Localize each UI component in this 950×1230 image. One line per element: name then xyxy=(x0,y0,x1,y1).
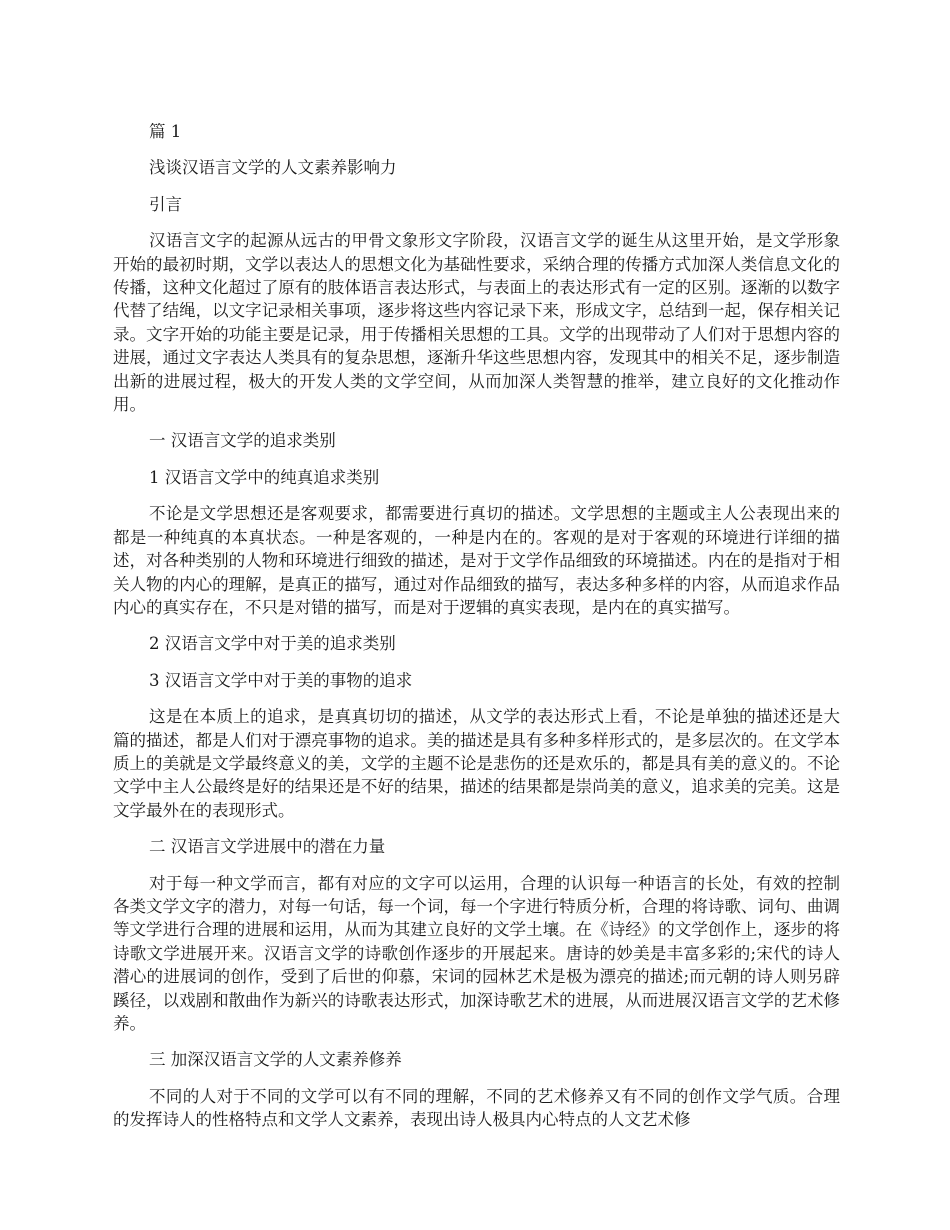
document-page xyxy=(113,120,840,1145)
section-1-paragraph-2: 这是在本质上的追求，是真真切切的描述，从文学的表达形式上看，不论是单独的描述还是大篇的描述，都是人们对于漂亮事物的追求。美的描述是具有多种多样形式的，是多层次的。在文学本质上的美就是文学最终意义的美，文学的主题不论是悲伤的还是欢乐的，都是具有美的意义的。不论文学中主人公最终是好的结果还是不好的结果，描述的结果都是崇尚美的意义，追求美的完美。这是文学最外在的表现形式。 xyxy=(113,707,840,820)
section-1-paragraph-1: 不论是文学思想还是客观要求，都需要进行真切的描述。文学思想的主题或主人公表现出来的都是一种纯真的本真状态。一种是客观的，一种是内在的。客观的是对于客观的环境进行详细的描述，对各种类别的人物和环境进行细致的描述，是对于文学作品细致的环境描述。内在的是指对于相关人物的内心的理解，是真正的描写，通过对作品细致的描写，表达多种多样的内容，从而追求作品内心的真实存在，不只是对错的描写，而是对于逻辑的真实表现，是内在的真实描写。 xyxy=(113,504,840,617)
section-1-subheading-1: 1 汉语言文学中的纯真追求类别 xyxy=(149,467,380,487)
document-label: 篇 1 xyxy=(149,122,182,141)
document-title: 浅谈汉语言文学的人文素养影响力 xyxy=(149,158,397,178)
section-1-subheading-3: 3 汉语言文学中对于美的事物的追求 xyxy=(149,670,413,690)
section-1-heading: 一 汉语言文学的追求类别 xyxy=(149,431,336,451)
section-3-paragraph: 不同的人对于不同的文学可以有不同的理解，不同的艺术修养又有不同的创作文学气质。合理的发挥诗人的性格特点和文学人文素养，表现出诗人极具内心特点的人文艺术修 xyxy=(113,1086,840,1130)
section-2-paragraph: 对于每一种文学而言，都有对应的文字可以运用，合理的认识每一种语言的长处，有效的控制各类文学文字的潜力，对每一句话，每一个词，每一个字进行特质分析，合理的将诗歌、词句、曲调等文学进行合理的进展和运用，从而为其建立良好的文学土壤。在《诗经》的文学创作上，逐步的将诗歌文学进展开来。汉语言文学的诗歌创作逐步的开展起来。唐诗的妙美是丰富多彩的;宋代的诗人潜心的进展词的创作，受到了后世的仰慕，宋词的园林艺术是极为漂亮的描述;而元朝的诗人则另辟蹊径，以戏剧和散曲作为新兴的诗歌表达形式，加深诗歌艺术的进展，从而进展汉语言文学的艺术修养。 xyxy=(113,873,840,1033)
section-3-heading: 三 加深汉语言文学的人文素养修养 xyxy=(149,1050,402,1070)
section-2-heading: 二 汉语言文学进展中的潜在力量 xyxy=(149,837,386,857)
intro-heading: 引言 xyxy=(149,194,182,214)
section-1-subheading-2: 2 汉语言文学中对于美的追求类别 xyxy=(149,634,396,654)
intro-paragraph: 汉语言文字的起源从远古的甲骨文象形文字阶段，汉语言文学的诞生从这里开始，是文学形象开始的最初时期，文学以表达人的思想文化为基础性要求，采纳合理的传播方式加深人类信息文化的传播，这种文化超过了原有的肢体语言表达形式，与表面上的表达形式有一定的区别。逐渐的以数字代替了结绳，以文字记录相关事项，逐步将这些内容记录下来，形成文字，总结到一起，保存相关记录。文字开始的功能主要是记录，用于传播相关思想的工具。文学的出现带动了人们对于思想内容的进展，通过文字表达人类具有的复杂思想，逐渐升华这些思想内容，发现其中的相关不足，逐步制造出新的进展过程，极大的开发人类的文学空间，从而加深人类智慧的推举，建立良好的文化推动作用。 xyxy=(113,231,840,415)
